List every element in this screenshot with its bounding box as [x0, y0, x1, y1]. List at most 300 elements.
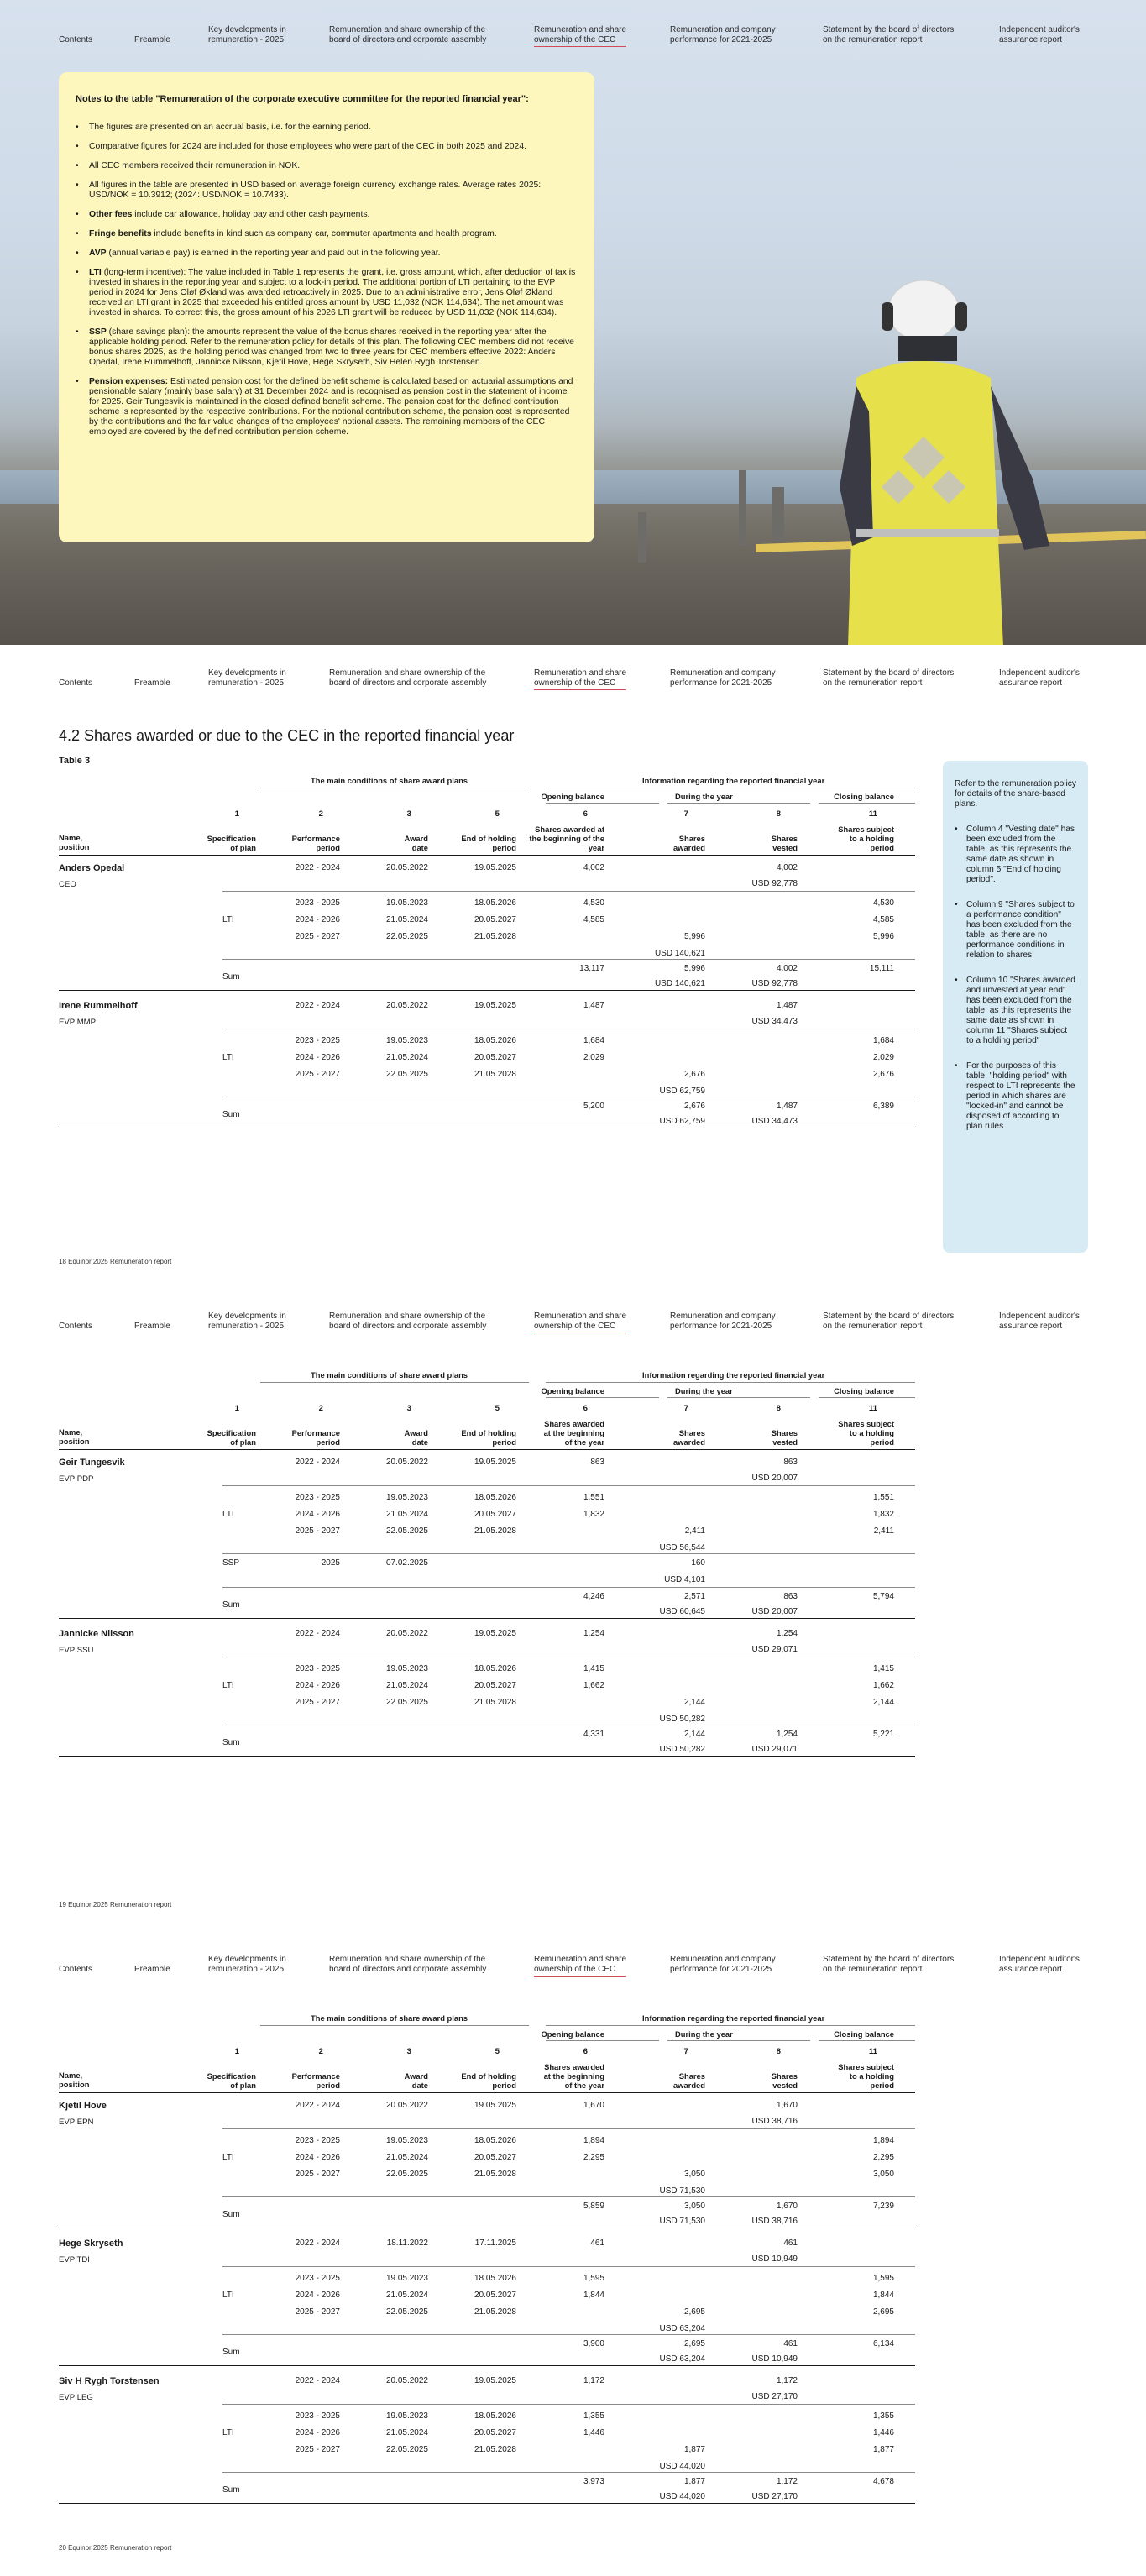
page-footer: 19 Equinor 2025 Remuneration report	[59, 1901, 172, 1908]
opening-shares: 1,595	[583, 2274, 604, 2283]
group-header-info: Information regarding the reported financial year	[642, 776, 825, 785]
side-list	[955, 825, 1076, 1132]
performance-period: 2022 - 2024	[295, 2376, 340, 2385]
table-rule	[222, 959, 915, 960]
note-text: (annual variable pay) is earned in the reporting year and paid out in the following year.	[106, 249, 441, 258]
note-item	[76, 268, 576, 318]
plan-spec: LTI	[222, 915, 234, 924]
side-note: • For the purposes of this table, "holding period" with respect to LTI represents the period in which shares are "locked-in" and cannot be disposed of according to plan rules	[955, 1061, 1076, 1132]
table-rule	[59, 2092, 915, 2093]
holding-end: 20.05.2027	[474, 1510, 516, 1519]
note-item	[76, 123, 576, 133]
shares-vested: USD 10,949	[751, 2254, 798, 2264]
notes-box	[59, 72, 594, 542]
column-header: Specification of plan	[207, 834, 256, 852]
note-text: Comparative figures for 2024 are included for those employees who were part of the CEC in both 2025 and 2024.	[89, 142, 526, 151]
column-number: 8	[776, 1404, 781, 1413]
nav-item-3[interactable]: Key developments in remuneration - 2025	[208, 668, 286, 688]
column-header: Award date	[404, 2071, 428, 2090]
shares-vested: USD 29,071	[751, 1645, 798, 1654]
note-item	[76, 142, 576, 152]
column-number: 6	[583, 2047, 588, 2056]
opening-shares: 1,662	[583, 1681, 604, 1690]
performance-period: 2022 - 2024	[295, 2238, 340, 2248]
performance-period: 2024 - 2026	[295, 915, 340, 924]
nav-item-1[interactable]: Contents	[59, 35, 93, 45]
closing-shares: 3,050	[872, 2170, 894, 2179]
nav-item-6[interactable]: Remuneration and company performance for 2021-2025	[670, 25, 776, 45]
shares-vested: 1,670	[776, 2101, 798, 2110]
shares-vested: USD 38,716	[751, 2117, 798, 2126]
sum-vested: 461	[783, 2339, 798, 2348]
column-header: Award date	[404, 834, 428, 852]
side-note: • Column 9 "Shares subject to a performance condition" has been excluded from the table, as there are no performance conditions in relation to shares.	[955, 900, 1076, 961]
table-rule	[222, 891, 915, 892]
table-rule	[59, 990, 915, 991]
name-position-header: Name, position	[59, 1427, 90, 1446]
column-header: Award date	[404, 1428, 428, 1447]
nav-item-6[interactable]: Remuneration and company performance for 2021-2025	[670, 1955, 776, 1974]
table-rule	[222, 2472, 915, 2473]
opening-balance-header: Opening balance	[541, 792, 604, 801]
nav-item-8[interactable]: Independent auditor's assurance report	[999, 1312, 1080, 1331]
column-number: 3	[406, 2047, 411, 2056]
award-date: 21.05.2024	[385, 1053, 428, 1062]
column-header: Performance period	[291, 2071, 340, 2090]
closing-shares: 2,295	[872, 2153, 894, 2162]
sum-label: Sum	[222, 972, 240, 982]
performance-period: 2024 - 2026	[295, 2291, 340, 2300]
table-rule	[819, 1397, 915, 1398]
side-intro: Refer to the remuneration policy for details of the share-based plans.	[955, 779, 1076, 809]
nav-item-1[interactable]: Contents	[59, 1322, 93, 1331]
column-number: 7	[683, 2047, 688, 2056]
sum-vested-usd: USD 10,949	[751, 2354, 798, 2364]
column-number: 5	[495, 1404, 500, 1413]
shares-awarded: 2,676	[683, 1070, 705, 1079]
award-date: 21.05.2024	[385, 915, 428, 924]
column-header: End of holding period	[461, 2071, 516, 2090]
opening-shares: 1,551	[583, 1493, 604, 1502]
holding-end: 21.05.2028	[474, 1698, 516, 1707]
award-date: 22.05.2025	[385, 1070, 428, 1079]
note-label: Other fees	[89, 210, 133, 219]
sum-opening: 5,859	[583, 2202, 604, 2211]
nav-item-8[interactable]: Independent auditor's assurance report	[999, 668, 1080, 688]
shares-awarded: USD 62,759	[659, 1086, 705, 1096]
closing-balance-header: Closing balance	[834, 1386, 894, 1395]
sum-closing: 15,111	[869, 964, 894, 973]
plan-spec: LTI	[222, 1681, 234, 1690]
person-position: EVP SSU	[59, 1646, 94, 1655]
performance-period: 2025	[321, 1558, 340, 1568]
sum-opening: 5,200	[583, 1102, 604, 1111]
nav-item-2[interactable]: Preamble	[134, 1322, 170, 1331]
performance-period: 2022 - 2024	[295, 1629, 340, 1638]
holding-end: 21.05.2028	[474, 1526, 516, 1536]
award-date: 20.05.2022	[385, 1458, 428, 1467]
group-header-main: The main conditions of share award plans	[311, 776, 468, 785]
closing-shares: 2,695	[872, 2307, 894, 2317]
person-position: EVP LEG	[59, 2393, 93, 2402]
nav-item-2[interactable]: Preamble	[134, 35, 170, 45]
closing-shares: 2,676	[872, 1070, 894, 1079]
opening-shares: 4,530	[583, 898, 604, 908]
table-rule	[222, 2196, 915, 2197]
worker-illustration	[823, 269, 1075, 645]
column-header: End of holding period	[461, 1428, 516, 1447]
note-item	[76, 210, 576, 220]
shares-awarded: USD 56,544	[659, 1543, 705, 1552]
column-number: 8	[776, 809, 781, 819]
column-number: 7	[683, 1404, 688, 1413]
award-date: 22.05.2025	[385, 2170, 428, 2179]
shares-vested: 863	[783, 1458, 798, 1467]
opening-shares: 1,844	[583, 2291, 604, 2300]
column-header: Specification of plan	[207, 2071, 256, 2090]
top-nav	[0, 668, 1146, 705]
sum-label: Sum	[222, 2485, 240, 2495]
sum-label: Sum	[222, 1600, 240, 1610]
table-rule	[546, 2040, 659, 2041]
column-header: Shares subject to a holding period	[838, 825, 894, 852]
table-rule	[546, 2025, 915, 2026]
nav-item-7[interactable]: Statement by the board of directors on the remuneration report	[823, 1312, 955, 1331]
table-rule	[667, 2040, 810, 2041]
award-date: 20.05.2022	[385, 2101, 428, 2110]
sum-closing: 5,221	[872, 1730, 894, 1739]
sum-vested-usd: USD 29,071	[751, 1745, 798, 1754]
shares-vested: 1,172	[776, 2376, 798, 2385]
award-date: 18.11.2022	[386, 2238, 428, 2248]
closing-shares: 1,551	[872, 1493, 894, 1502]
closing-shares: 2,029	[872, 1053, 894, 1062]
sum-awarded: 2,676	[683, 1102, 705, 1111]
sum-vested-usd: USD 20,007	[751, 1607, 798, 1616]
sum-label: Sum	[222, 2210, 240, 2219]
shares-awarded: USD 63,204	[659, 2324, 705, 2333]
hero-photo	[0, 0, 1146, 645]
top-nav	[0, 1955, 1146, 1992]
nav-item-2[interactable]: Preamble	[134, 678, 170, 688]
shares-awarded: 5,996	[683, 932, 705, 941]
holding-end: 18.05.2026	[474, 2136, 516, 2145]
sum-label: Sum	[222, 2348, 240, 2357]
award-date: 20.05.2022	[385, 2376, 428, 2385]
note-text: include benefits in kind such as company car, commuter apartments and health program.	[151, 229, 497, 238]
sum-vested-usd: USD 34,473	[751, 1117, 798, 1126]
note-item	[76, 181, 576, 201]
performance-period: 2025 - 2027	[295, 2170, 340, 2179]
performance-period: 2024 - 2026	[295, 2153, 340, 2162]
holding-end: 18.05.2026	[474, 2274, 516, 2283]
holding-end: 19.05.2025	[474, 1629, 516, 1638]
column-number: 2	[318, 2047, 323, 2056]
person-name: Geir Tungesvik	[59, 1458, 125, 1468]
person-name: Anders Opedal	[59, 863, 125, 873]
performance-period: 2023 - 2025	[295, 1036, 340, 1045]
section-title: 4.2 Shares awarded or due to the CEC in the reported financial year	[59, 727, 515, 744]
nav-item-7[interactable]: Statement by the board of directors on the remuneration report	[823, 1955, 955, 1974]
award-date: 19.05.2023	[385, 2136, 428, 2145]
column-number: 3	[406, 1404, 411, 1413]
holding-end: 20.05.2027	[474, 2153, 516, 2162]
table-rule	[222, 2128, 915, 2129]
award-date: 22.05.2025	[385, 2307, 428, 2317]
holding-end: 18.05.2026	[474, 1664, 516, 1673]
award-date: 21.05.2024	[385, 2153, 428, 2162]
person-position: EVP TDI	[59, 2255, 90, 2264]
nav-item-3[interactable]: Key developments in remuneration - 2025	[208, 1955, 286, 1974]
shares-awarded: USD 140,621	[654, 949, 705, 958]
plan-spec: LTI	[222, 1053, 234, 1062]
holding-end: 20.05.2027	[474, 915, 516, 924]
holding-end: 21.05.2028	[474, 1070, 516, 1079]
shares-vested: USD 20,007	[751, 1474, 798, 1483]
person-name: Siv H Rygh Torstensen	[59, 2376, 160, 2386]
top-nav	[0, 1312, 1146, 1348]
sum-vested-usd: USD 27,170	[751, 2492, 798, 2501]
holding-end: 17.11.2025	[474, 2238, 516, 2248]
holding-end: 20.05.2027	[474, 2428, 516, 2437]
plant-tower	[638, 512, 646, 563]
column-header: Performance period	[291, 1428, 340, 1447]
table-rule	[222, 1485, 915, 1486]
opening-shares: 1,894	[583, 2136, 604, 2145]
column-number: 7	[683, 809, 688, 819]
note-item	[76, 229, 576, 239]
table-rule	[260, 1382, 529, 1383]
award-date: 19.05.2023	[385, 1036, 428, 1045]
during-year-header: During the year	[675, 2029, 733, 2039]
nav-item-3[interactable]: Key developments in remuneration - 2025	[208, 1312, 286, 1331]
opening-shares: 2,295	[583, 2153, 604, 2162]
note-item	[76, 249, 576, 259]
award-date: 07.02.2025	[385, 1558, 428, 1568]
performance-period: 2025 - 2027	[295, 932, 340, 941]
award-date: 21.05.2024	[385, 2428, 428, 2437]
closing-shares: 1,415	[872, 1664, 894, 1673]
sum-awarded-usd: USD 62,759	[659, 1117, 705, 1126]
shares-awarded: 2,411	[684, 1526, 705, 1536]
closing-shares: 5,996	[872, 932, 894, 941]
closing-balance-header: Closing balance	[834, 2029, 894, 2039]
holding-end: 20.05.2027	[474, 1053, 516, 1062]
column-number: 1	[234, 1404, 239, 1413]
side-note: • Column 4 "Vesting date" has been excluded from the table, as this represents the same date as shown in column 5 "End of holding period".	[955, 825, 1076, 885]
sum-vested-usd: USD 38,716	[751, 2217, 798, 2226]
award-date: 22.05.2025	[385, 2445, 428, 2454]
note-label: Fringe benefits	[89, 229, 152, 238]
closing-shares: 1,595	[872, 2274, 894, 2283]
shares-vested: USD 34,473	[751, 1017, 798, 1026]
sum-vested: 1,487	[776, 1102, 798, 1111]
page-footer: 18 Equinor 2025 Remuneration report	[59, 1258, 172, 1265]
holding-end: 19.05.2025	[474, 863, 516, 872]
sum-closing: 6,134	[872, 2339, 894, 2348]
column-number: 3	[406, 809, 411, 819]
group-header-main: The main conditions of share award plans	[311, 1370, 468, 1380]
column-header: Specification of plan	[207, 1428, 256, 1447]
opening-shares: 1,684	[583, 1036, 604, 1045]
nav-item-5[interactable]: Remuneration and share ownership of the CEC	[534, 25, 626, 47]
column-number: 2	[318, 1404, 323, 1413]
note-item	[76, 161, 576, 171]
table-rule	[546, 1397, 659, 1398]
note-text: (share savings plan): the amounts represent the value of the bonus shares received in the reporting year after the applicable holding period. Refer to the remuneration policy for details of this plan. The following CEC members did not receive bonus shares 2025, as the holding period was changed from two to three years for CEC members effective 2022: Anders Opedal, Irene Rummelhoff, Jannicke Nilsson, Kjetil Hove, Hege Skryseth, Siv Helen Rygh Torstensen.	[89, 327, 574, 367]
opening-shares: 1,832	[583, 1510, 604, 1519]
person-name: Kjetil Hove	[59, 2101, 107, 2111]
shares-vested: 4,002	[776, 863, 798, 872]
shares-vested: USD 27,170	[751, 2392, 798, 2401]
column-number: 11	[868, 1404, 877, 1413]
column-header: Shares subject to a holding period	[838, 1419, 894, 1447]
sum-closing: 7,239	[872, 2202, 894, 2211]
closing-shares: 1,832	[872, 1510, 894, 1519]
sum-vested: 863	[783, 1592, 798, 1601]
name-position-header: Name, position	[59, 2071, 90, 2089]
nav-item-7[interactable]: Statement by the board of directors on the remuneration report	[823, 25, 955, 45]
column-number: 11	[868, 2047, 877, 2056]
notes-title: Notes to the table "Remuneration of the corporate executive committee for the reported financial year":	[76, 94, 529, 104]
table-rule	[667, 803, 810, 804]
sum-awarded: 2,144	[683, 1730, 705, 1739]
sum-awarded: 3,050	[683, 2202, 705, 2211]
opening-shares: 2,029	[583, 1053, 604, 1062]
nav-item-4[interactable]: Remuneration and share ownership of the board of directors and corporate assembly	[329, 1312, 487, 1331]
nav-item-1[interactable]: Contents	[59, 1965, 93, 1974]
opening-shares: 1,172	[583, 2376, 604, 2385]
sum-label: Sum	[222, 1110, 240, 1119]
opening-balance-header: Opening balance	[541, 2029, 604, 2039]
sum-opening: 4,331	[583, 1730, 604, 1739]
sum-vested: 4,002	[776, 964, 798, 973]
during-year-header: During the year	[675, 1386, 733, 1395]
table-rule	[819, 803, 915, 804]
plant-tower	[772, 487, 784, 546]
shares-awarded: 2,144	[683, 1698, 705, 1707]
column-header: Shares awarded at the beginning of the year	[543, 1419, 604, 1447]
sum-opening: 3,900	[583, 2339, 604, 2348]
opening-shares: 1,415	[583, 1664, 604, 1673]
award-date: 19.05.2023	[385, 898, 428, 908]
sum-opening: 4,246	[583, 1592, 604, 1601]
nav-item-8[interactable]: Independent auditor's assurance report	[999, 25, 1080, 45]
holding-end: 19.05.2025	[474, 1001, 516, 1010]
note-label: AVP	[89, 249, 107, 258]
column-number: 6	[583, 1404, 588, 1413]
nav-item-1[interactable]: Contents	[59, 678, 93, 688]
sum-awarded-usd: USD 44,020	[659, 2492, 705, 2501]
nav-item-2[interactable]: Preamble	[134, 1965, 170, 1974]
holding-end: 21.05.2028	[474, 932, 516, 941]
nav-item-5[interactable]: Remuneration and share ownership of the CEC	[534, 1312, 626, 1333]
award-date: 19.05.2023	[385, 2274, 428, 2283]
column-number: 5	[495, 2047, 500, 2056]
opening-shares: 1,355	[583, 2411, 604, 2421]
nav-item-4[interactable]: Remuneration and share ownership of the board of directors and corporate assembly	[329, 1955, 487, 1974]
column-number: 8	[776, 2047, 781, 2056]
sum-opening: 3,973	[583, 2477, 604, 2486]
nav-item-5[interactable]: Remuneration and share ownership of the CEC	[534, 668, 626, 690]
performance-period: 2023 - 2025	[295, 1664, 340, 1673]
performance-period: 2023 - 2025	[295, 898, 340, 908]
nav-item-6[interactable]: Remuneration and company performance for 2021-2025	[670, 668, 776, 688]
closing-shares: 1,446	[872, 2428, 894, 2437]
table-rule	[667, 1397, 810, 1398]
table-rule	[546, 803, 659, 804]
sum-closing: 5,794	[872, 1592, 894, 1601]
note-item	[76, 327, 576, 368]
shares-vested: 1,254	[776, 1629, 798, 1638]
holding-end: 21.05.2028	[474, 2170, 516, 2179]
nav-item-7[interactable]: Statement by the board of directors on the remuneration report	[823, 668, 955, 688]
column-header: Shares awarded at the beginning of the year	[529, 825, 604, 852]
person-name: Jannicke Nilsson	[59, 1629, 134, 1639]
opening-shares: 1,254	[583, 1629, 604, 1638]
award-date: 19.05.2023	[385, 2411, 428, 2421]
during-year-header: During the year	[675, 792, 733, 801]
performance-period: 2025 - 2027	[295, 2445, 340, 2454]
group-header-main: The main conditions of share award plans	[311, 2013, 468, 2023]
note-label: SSP	[89, 327, 107, 337]
sum-opening: 13,117	[579, 964, 604, 973]
holding-end: 18.05.2026	[474, 1036, 516, 1045]
holding-end: 19.05.2025	[474, 1458, 516, 1467]
opening-shares: 4,002	[583, 863, 604, 872]
page-footer: 20 Equinor 2025 Remuneration report	[59, 2544, 172, 2552]
nav-item-6[interactable]: Remuneration and company performance for 2021-2025	[670, 1312, 776, 1331]
closing-shares: 1,844	[872, 2291, 894, 2300]
table-rule	[222, 1587, 915, 1588]
table-rule	[546, 1382, 915, 1383]
column-header: Shares vested	[771, 1428, 798, 1447]
shares-awarded: 2,695	[683, 2307, 705, 2317]
note-item	[76, 377, 576, 437]
nav-item-4[interactable]: Remuneration and share ownership of the board of directors and corporate assembly	[329, 668, 487, 688]
table-label: Table 3	[59, 756, 91, 766]
column-number: 2	[318, 809, 323, 819]
notes-list	[76, 123, 576, 437]
nav-item-4[interactable]: Remuneration and share ownership of the board of directors and corporate assembly	[329, 25, 487, 45]
sum-awarded-usd: USD 140,621	[654, 979, 705, 988]
opening-balance-header: Opening balance	[541, 1386, 604, 1395]
performance-period: 2024 - 2026	[295, 2428, 340, 2437]
name-position-header: Name, position	[59, 833, 90, 851]
side-note: • Column 10 "Shares awarded and unvested at year end" has been excluded from the table, as this represents the same date as shown in column 11 "Shares subject to a holding period"	[955, 976, 1076, 1046]
nav-item-5[interactable]: Remuneration and share ownership of the CEC	[534, 1955, 626, 1977]
note-text: Estimated pension cost for the defined benefit scheme is calculated based on actuarial assumptions and pensionable salary (mainly base salary) at 31 December 2024 and is recognised as pension cost in the statement of income for 2025. Geir Tungesvik is maintained in the closed defined benefit scheme. The pension cost for the defined contribution scheme is represented by the respective contributions. For the notional contribution scheme, the pension cost is represented by the contributions and the fair value changes of the employees' notional assets. The remaining members of the CEC employed are covered by the defined contribution pension scheme.	[89, 377, 573, 437]
nav-item-8[interactable]: Independent auditor's assurance report	[999, 1955, 1080, 1974]
sum-closing: 6,389	[872, 1102, 894, 1111]
shares-awarded: 3,050	[683, 2170, 705, 2179]
opening-shares: 461	[590, 2238, 604, 2248]
column-header: Shares subject to a holding period	[838, 2062, 894, 2090]
sum-awarded: 1,877	[683, 2477, 705, 2486]
sum-awarded: 2,695	[683, 2339, 705, 2348]
performance-period: 2022 - 2024	[295, 2101, 340, 2110]
holding-end: 18.05.2026	[474, 1493, 516, 1502]
note-text: include car allowance, holiday pay and other cash payments.	[132, 210, 370, 219]
nav-item-3[interactable]: Key developments in remuneration - 2025	[208, 25, 286, 45]
performance-period: 2023 - 2025	[295, 2136, 340, 2145]
column-header: Shares awarded at the beginning of the year	[543, 2062, 604, 2090]
closing-balance-header: Closing balance	[834, 792, 894, 801]
opening-shares: 1,487	[583, 1001, 604, 1010]
column-number: 11	[868, 809, 877, 819]
sum-vested-usd: USD 92,778	[751, 979, 798, 988]
plan-spec: LTI	[222, 2291, 234, 2300]
